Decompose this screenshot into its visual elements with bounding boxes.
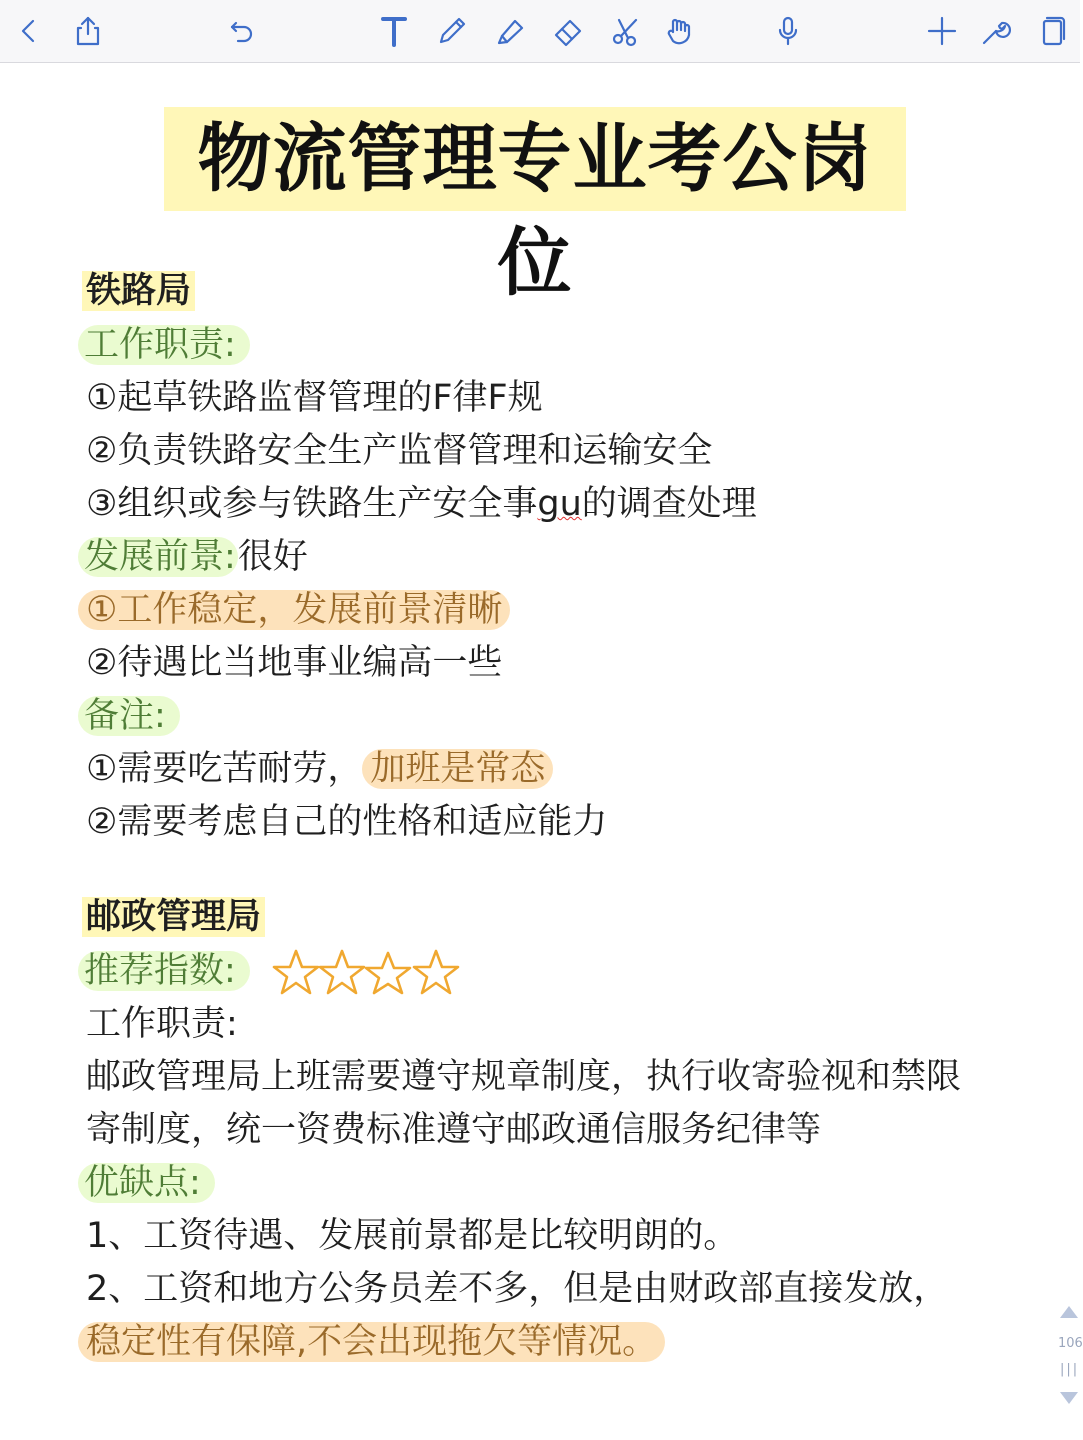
railway-notes-label-line: 备注:	[86, 692, 180, 740]
postal-duty-line-2: 寄制度，统一资费标准遵守邮政通信服务纪律等	[86, 1110, 822, 1150]
railway-duties-label-line: 工作职责:	[86, 321, 250, 369]
toolbar	[0, 0, 1080, 63]
star-icon	[320, 951, 364, 993]
text-tool-icon[interactable]	[372, 8, 416, 54]
star-icon	[274, 951, 318, 993]
microphone-icon[interactable]	[766, 8, 810, 54]
pen-icon[interactable]	[430, 8, 474, 54]
railway-prospect-2: ②待遇比当地事业编高一些	[86, 643, 503, 683]
railway-note-1: ①需要吃苦耐劳， 加班是常态	[86, 745, 553, 793]
section-postal-heading: 邮政管理局	[86, 893, 265, 941]
rating-stars	[272, 947, 468, 997]
scroll-up-icon[interactable]	[1060, 1306, 1078, 1318]
postal-pro-1: 1、工资待遇、发展前景都是比较明朗的。	[86, 1216, 739, 1256]
postal-pros-label-line: 优缺点:	[86, 1159, 215, 1207]
section-railway-heading: 铁路局	[86, 267, 195, 315]
title-highlight	[164, 107, 906, 306]
railway-duty-3: ③组织或参与铁路生产安全事gu的调查处理	[86, 484, 757, 524]
postal-duty-line-1: 邮政管理局上班需要遵守规章制度，执行收寄验视和禁限	[86, 1057, 962, 1097]
add-icon[interactable]	[920, 8, 964, 54]
railway-prospect-1: ①工作稳定，发展前景清晰	[86, 586, 510, 634]
railway-prospects-line: 发展前景:很好	[86, 533, 308, 581]
railway-duty-1: ①起草铁路监督管理的F律F规	[86, 378, 543, 418]
page-icon[interactable]	[1030, 8, 1074, 54]
hand-icon[interactable]	[658, 8, 702, 54]
postal-duties-label: 工作职责:	[86, 1004, 238, 1044]
undo-icon[interactable]	[220, 8, 264, 54]
share-icon[interactable]	[66, 8, 110, 54]
wrench-icon[interactable]	[974, 8, 1018, 54]
postal-pro-2: 2、工资和地方公务员差不多，但是由财政部直接发放，	[86, 1269, 949, 1309]
page-number: 106	[1058, 1336, 1083, 1351]
scissors-icon[interactable]	[604, 8, 648, 54]
scroll-ticks: |||	[1060, 1362, 1080, 1377]
railway-duty-2: ②负责铁路安全生产监督管理和运输安全	[86, 431, 713, 471]
spelling-mark: gu	[537, 484, 582, 524]
postal-pro-3: 稳定性有保障,不会出现拖欠等情况。	[86, 1318, 665, 1366]
eraser-icon[interactable]	[546, 8, 590, 54]
highlighter-icon[interactable]	[488, 8, 532, 54]
postal-rating-label-line: 推荐指数:	[86, 947, 250, 995]
star-icon	[366, 953, 410, 993]
page-title: 物流管理专业考公岗位	[197, 116, 873, 306]
page-scroll-indicator[interactable]	[1056, 1306, 1083, 1406]
railway-note-2: ②需要考虑自己的性格和适应能力	[86, 802, 608, 842]
back-chevron-icon[interactable]	[6, 8, 50, 54]
scroll-down-icon[interactable]	[1060, 1392, 1078, 1404]
star-icon	[414, 951, 458, 993]
note-page	[0, 63, 1080, 1440]
